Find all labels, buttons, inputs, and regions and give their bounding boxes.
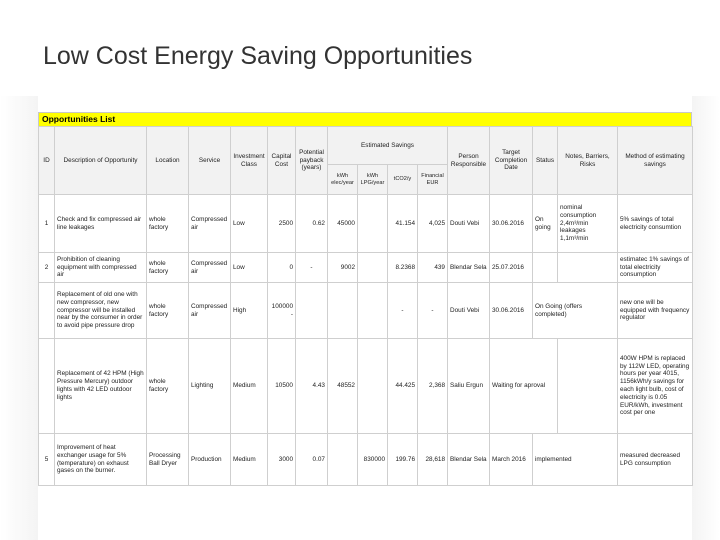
cell-kwh-elec: 48552 (328, 339, 358, 434)
cell-method: estimatec 1% savings of total electricity consumption (618, 253, 693, 283)
table-row (39, 253, 693, 283)
cell-service: Lighting (189, 339, 231, 434)
table-row (39, 339, 693, 434)
header-capital-cost: Capital Cost (268, 127, 296, 195)
cell-kwh-elec: 45000 (328, 195, 358, 253)
cell-status: On going (533, 195, 558, 253)
cell-description: Replacement of old one with new compressor, new compressor will be installed near by the consumer in order to avoid pipe pressure drop (55, 283, 147, 339)
table-row (39, 283, 693, 339)
cell-target-date: Waiting for aproval (490, 339, 558, 434)
cell-financial: 4,025 (418, 195, 448, 253)
header-financial: Financial EUR (418, 165, 448, 195)
opportunities-table (38, 126, 693, 486)
cell-tco2: 41.154 (388, 195, 418, 253)
cell-status: implemented (533, 434, 618, 486)
cell-id (39, 339, 55, 434)
cell-capital-cost: 10500 (268, 339, 296, 434)
cell-kwh-lpg: 830000 (358, 434, 388, 486)
cell-location: whole factory (147, 283, 189, 339)
cell-location: Processing Ball Dryer (147, 434, 189, 486)
cell-description: Improvement of heat exchanger usage for 5% (temperature) on exhaust gases on the burner. (55, 434, 147, 486)
cell-service: Compressed air (189, 283, 231, 339)
table-row (39, 434, 693, 486)
cell-description: Prohibition of cleaning equipment with compressed air (55, 253, 147, 283)
cell-kwh-elec (328, 283, 358, 339)
header-location: Location (147, 127, 189, 195)
cell-financial: 2,368 (418, 339, 448, 434)
cell-location: whole factory (147, 195, 189, 253)
cell-kwh-lpg (358, 195, 388, 253)
cell-person: Blendar Sela (448, 434, 490, 486)
cell-payback: 0.07 (296, 434, 328, 486)
cell-kwh-elec: 9002 (328, 253, 358, 283)
cell-payback: - (296, 253, 328, 283)
cell-target-date: March 2016 (490, 434, 533, 486)
header-notes: Notes, Barriers, Risks (558, 127, 618, 195)
cell-target-date: 30.06.2016 (490, 283, 533, 339)
header-target-date: Target Completion Date (490, 127, 533, 195)
header-id: ID (39, 127, 55, 195)
note-line: leakages (560, 227, 586, 235)
cell-method: 5% savings of total electricity consumtion (618, 195, 693, 253)
cell-location: whole factory (147, 339, 189, 434)
header-person: Person Responsible (448, 127, 490, 195)
cell-investment-class: Low (231, 195, 268, 253)
cell-target-date: 30.06.2016 (490, 195, 533, 253)
cell-capital-cost: 2500 (268, 195, 296, 253)
cell-investment-class: High (231, 283, 268, 339)
cell-target-date: 25.07.2016 (490, 253, 533, 283)
note-line: 2,4m³/min (560, 219, 589, 227)
cell-payback (296, 283, 328, 339)
cell-kwh-elec (328, 434, 358, 486)
header-method: Method of estimating savings (618, 127, 693, 195)
cell-notes (558, 253, 618, 283)
header-status: Status (533, 127, 558, 195)
opportunities-list-title: Opportunities List (38, 112, 692, 126)
cell-kwh-lpg (358, 253, 388, 283)
cell-financial: - (418, 283, 448, 339)
cell-method: new one will be equipped with frequency regulator (618, 283, 693, 339)
note-line: 1,1m³/min (560, 235, 589, 243)
slide-title: Low Cost Energy Saving Opportunities (43, 42, 473, 70)
cell-investment-class: Medium (231, 339, 268, 434)
cell-tco2: 8.2368 (388, 253, 418, 283)
cell-service: Compressed air (189, 195, 231, 253)
cell-payback: 0.62 (296, 195, 328, 253)
cell-status (533, 253, 558, 283)
cell-financial: 28,618 (418, 434, 448, 486)
cell-capital-cost: 100000 - (268, 283, 296, 339)
cell-status: On Going (offers completed) (533, 283, 618, 339)
header-description: Description of Opportunity (55, 127, 147, 195)
cell-tco2: - (388, 283, 418, 339)
header-kwh-lpg: kWh LPG/year (358, 165, 388, 195)
cell-notes (558, 339, 618, 434)
cell-person: Douti Vebi (448, 283, 490, 339)
header-payback: Potential payback (years) (296, 127, 328, 195)
cell-capital-cost: 0 (268, 253, 296, 283)
cell-service: Production (189, 434, 231, 486)
cell-capital-cost: 3000 (268, 434, 296, 486)
cell-id (39, 283, 55, 339)
cell-person: Blendar Sela (448, 253, 490, 283)
cell-description: Replacement of 42 HPM (High Pressure Mercury) outdoor lights with 42 LED outdoor lights (55, 339, 147, 434)
cell-financial: 439 (418, 253, 448, 283)
cell-service: Compressed air (189, 253, 231, 283)
header-tco2: tCO2/y (388, 165, 418, 195)
cell-id: 2 (39, 253, 55, 283)
cell-tco2: 199.76 (388, 434, 418, 486)
cell-payback: 4.43 (296, 339, 328, 434)
note-line: nominal consumption (560, 203, 597, 219)
cell-investment-class: Low (231, 253, 268, 283)
cell-id: 5 (39, 434, 55, 486)
left-gradient-panel (0, 96, 38, 540)
cell-method: 400W HPM is replaced by 112W LED, operating hours per year 4015, 1156kWh/y savings for each light bulb, cost of electricity is 0.05 EUR/kWh, investment cost per one (618, 339, 693, 434)
header-service: Service (189, 127, 231, 195)
cell-location: whole factory (147, 253, 189, 283)
cell-id: 1 (39, 195, 55, 253)
cell-method: measured decreased LPG consumption (618, 434, 693, 486)
cell-person: Douti Vebi (448, 195, 490, 253)
cell-person: Saliu Ergun (448, 339, 490, 434)
table-row (39, 195, 693, 253)
cell-investment-class: Medium (231, 434, 268, 486)
header-kwh-elec: kWh elec/year (328, 165, 358, 195)
cell-kwh-lpg (358, 283, 388, 339)
opportunities-table-image (38, 112, 692, 486)
cell-tco2: 44.425 (388, 339, 418, 434)
cell-kwh-lpg (358, 339, 388, 434)
header-investment-class: Investment Class (231, 127, 268, 195)
right-gradient-panel (692, 96, 720, 540)
header-estimated-savings: Estimated Savings (328, 127, 448, 165)
cell-description: Check and fix compressed air line leakages (55, 195, 147, 253)
cell-notes (558, 195, 618, 253)
